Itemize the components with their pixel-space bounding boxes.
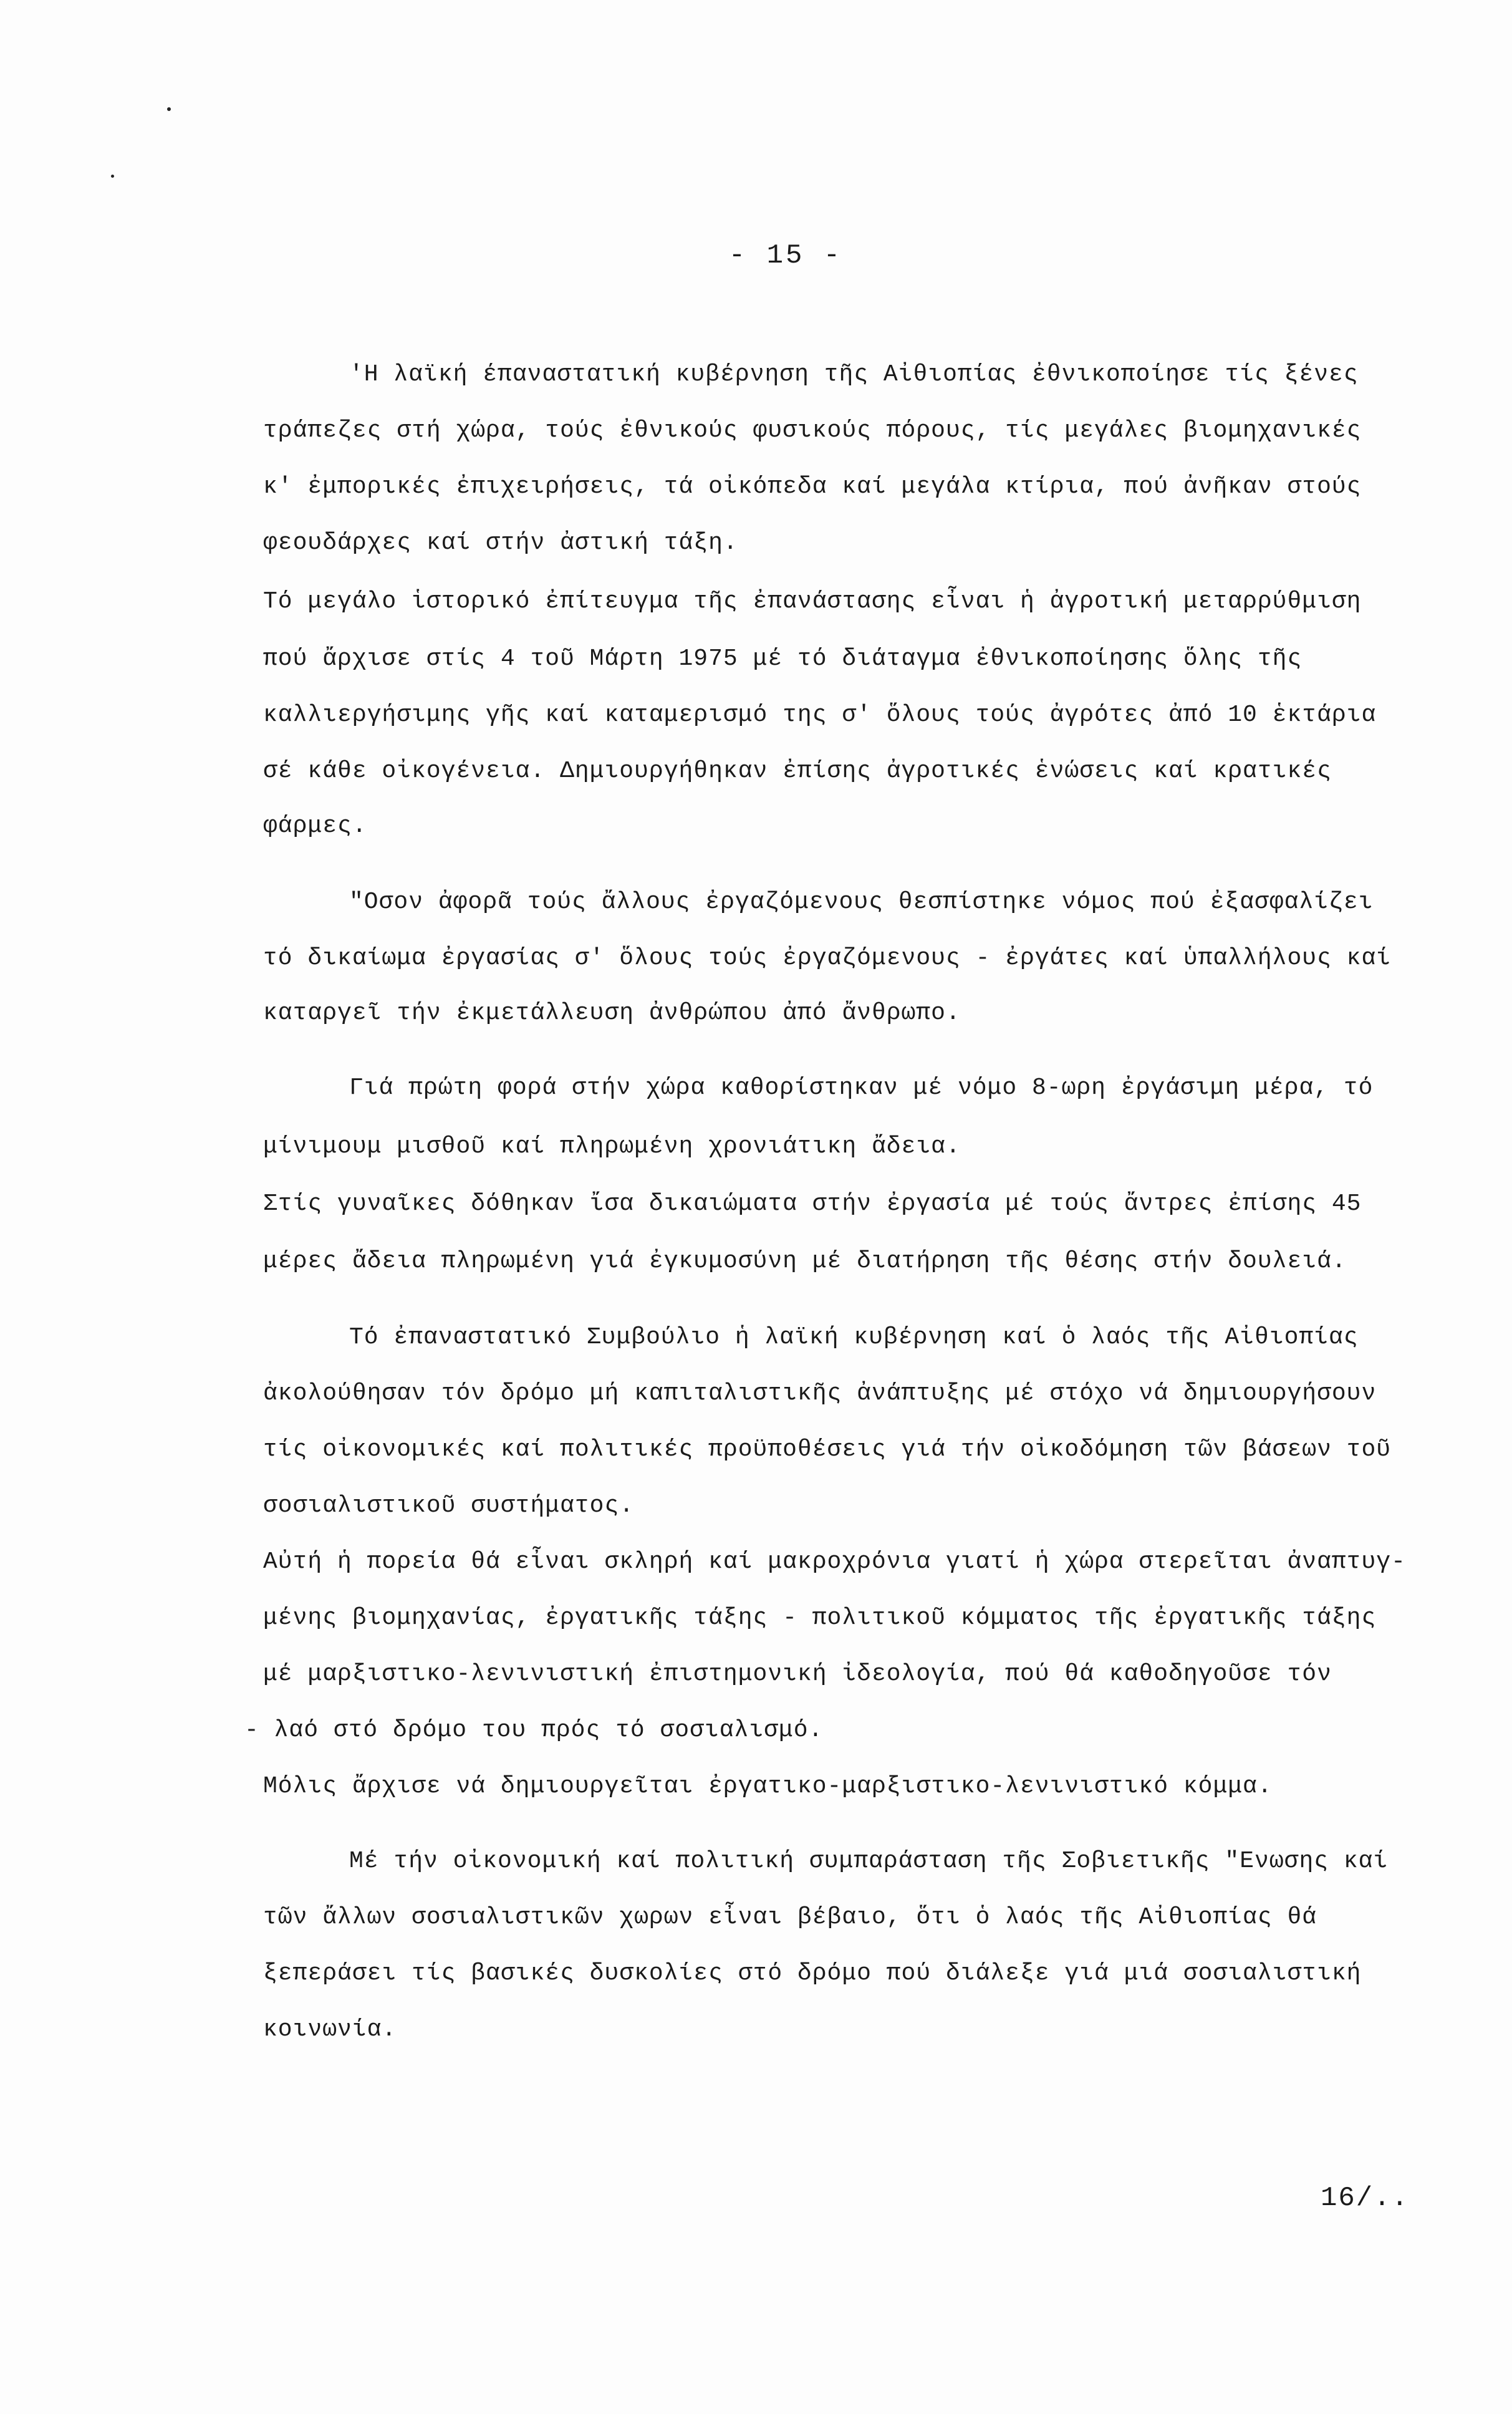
text-line: ἀκολούθησαν τόν δρόμο μή καπιταλιστικῆς ἀνάπτυξης μέ στόχο νά δημιουργήσουν	[263, 1380, 1377, 1407]
text-line: μέρες ἄδεια πληρωμένη γιά ἐγκυμοσύνη μέ διατήρηση τῆς θέσης στήν δουλειά.	[263, 1248, 1347, 1275]
text-line: φάρμες.	[263, 813, 367, 839]
scan-speck	[111, 175, 114, 178]
continuation-marker: 16/..	[1321, 2183, 1410, 2214]
text-line: πού ἄρχισε στίς 4 τοῦ Μάρτη 1975 μέ τό διάταγμα ἐθνικοποίησης ὅλης τῆς	[263, 645, 1303, 672]
text-line: 'Η λαϊκή έπαναστατική κυβέρνηση τῆς Αἰθιοπίας ἐθνικοποίησε τίς ξένες	[349, 361, 1359, 388]
text-line: κ' ἐμπορικές ἐπιχειρήσεις, τά οἰκόπεδα καί μεγάλα κτίρια, πού ἀνῆκαν στούς	[263, 473, 1362, 500]
text-line: Τό ἐπαναστατικό Συμβούλιο ἡ λαϊκή κυβέρνηση καί ὁ λαός τῆς Αἰθιοπίας	[349, 1324, 1359, 1351]
text-line: Γιά πρώτη φορά στήν χώρα καθορίστηκαν μέ νόμο 8-ωρη ἐργάσιμη μέρα, τό	[349, 1074, 1374, 1101]
text-line: μέ μαρξιστικο-λενινιστική ἐπιστημονική ἰδεολογία, πού θά καθοδηγοῦσε τόν	[263, 1661, 1332, 1687]
text-line: "Οσον ἀφορᾶ τούς ἄλλους ἐργαζόμενους θεσπίστηκε νόμος πού ἐξασφαλίζει	[349, 889, 1374, 915]
text-line: καλλιεργήσιμης γῆς καί καταμερισμό της σ' ὅλους τούς ἀγρότες ἀπό 10 ἑκτάρια	[263, 702, 1377, 728]
text-line: Τό μεγάλο ἱστορικό ἐπίτευγμα τῆς ἐπανάστασης εἶναι ἡ ἀγροτική μεταρρύθμιση	[263, 588, 1362, 615]
text-line: κοινωνία.	[263, 2016, 397, 2043]
text-line: - λαό στό δρόμο του πρός τό σοσιαλισμό.	[244, 1717, 824, 1744]
scan-speck	[167, 107, 171, 111]
text-line: φεουδάρχες καί στήν ἀστική τάξη.	[263, 529, 738, 556]
text-line: Αὐτή ἡ πορεία θά εἶναι σκληρή καί μακροχρόνια γιατί ἡ χώρα στερεῖται ἀναπτυγ-	[263, 1548, 1406, 1575]
text-line: Μόλις ἄρχισε νά δημιουργεῖται ἐργατικο-μαρξιστικο-λενινιστικό κόμμα.	[263, 1773, 1273, 1800]
text-line: καταργεῖ τήν ἐκμετάλλευση ἀνθρώπου ἀπό ἄνθρωπο.	[263, 1000, 961, 1026]
text-line: τράπεζες στή χώρα, τούς ἐθνικούς φυσικούς πόρους, τίς μεγάλες βιομηχανικές	[263, 417, 1362, 444]
text-line: τῶν ἄλλων σοσιαλιστικῶν χωρων εἶναι βέβαιο, ὅτι ὁ λαός τῆς Αἰθιοπίας θά	[263, 1904, 1317, 1931]
text-line: ξεπεράσει τίς βασικές δυσκολίες στό δρόμο πού διάλεξε γιά μιά σοσιαλιστική	[263, 1960, 1362, 1987]
text-line: τό δικαίωμα ἐργασίας σ' ὅλους τούς ἐργαζόμενους - ἐργάτες καί ὑπαλλήλους καί	[263, 945, 1392, 972]
text-line: σέ κάθε οἰκογένεια. Δημιουργήθηκαν ἐπίσης ἀγροτικές ἑνώσεις καί κρατικές	[263, 758, 1332, 785]
text-line: μίνιμουμ μισθοῦ καί πληρωμένη χρονιάτικη ἄδεια.	[263, 1133, 961, 1160]
text-line: τίς οἰκονομικές καί πολιτικές προϋποθέσεις γιά τήν οἰκοδόμηση τῶν βάσεων τοῦ	[263, 1436, 1392, 1463]
page-number: - 15 -	[728, 240, 843, 271]
text-line: Στίς γυναῖκες δόθηκαν ἴσα δικαιώματα στήν ἐργασία μέ τούς ἄντρες ἐπίσης 45	[263, 1190, 1362, 1217]
text-line: σοσιαλιστικοῦ συστήματος.	[263, 1492, 635, 1519]
text-line: Μέ τήν οἰκονομική καί πολιτική συμπαράσταση τῆς Σοβιετικῆς "Ενωσης καί	[349, 1848, 1389, 1875]
text-line: μένης βιομηχανίας, ἐργατικῆς τάξης - πολιτικοῦ κόμματος τῆς ἐργατικῆς τάξης	[263, 1605, 1377, 1631]
